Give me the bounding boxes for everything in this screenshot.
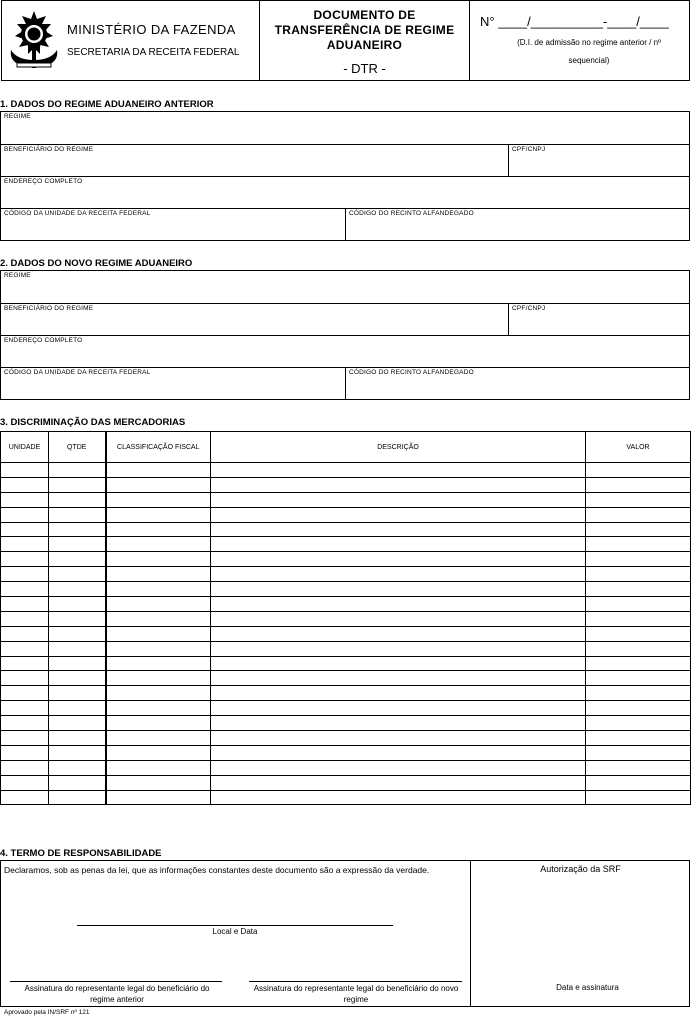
section-3-title: 3. DISCRIMINAÇÃO DAS MERCADORIAS xyxy=(0,417,186,428)
signature-previous-line[interactable] xyxy=(10,981,222,982)
cell-classificacao[interactable] xyxy=(106,463,211,478)
cell-unidade[interactable] xyxy=(1,790,49,805)
cell-classificacao[interactable] xyxy=(106,731,211,746)
col-unidade: UNIDADE xyxy=(1,432,49,463)
cell-classificacao[interactable] xyxy=(106,597,211,612)
table-row xyxy=(1,716,691,731)
cell-qtde[interactable] xyxy=(49,641,106,656)
cell-descricao[interactable] xyxy=(211,507,586,522)
cell-descricao[interactable] xyxy=(211,597,586,612)
cell-valor[interactable] xyxy=(586,641,691,656)
section-2-title: 2. DADOS DO NOVO REGIME ADUANEIRO xyxy=(0,258,193,269)
cell-unidade[interactable] xyxy=(1,611,49,626)
cell-valor[interactable] xyxy=(586,492,691,507)
goods-table-body xyxy=(1,463,691,805)
coat-of-arms-emblem xyxy=(5,10,63,70)
s1-codigo-unidade-field[interactable] xyxy=(0,208,345,241)
cell-qtde[interactable] xyxy=(49,626,106,641)
s1-cpf-field[interactable] xyxy=(508,144,690,176)
table-row xyxy=(1,701,691,716)
cell-descricao[interactable] xyxy=(211,552,586,567)
number-hint: (D.I. de admissão no regime anterior / nº sequencial) xyxy=(517,38,661,65)
header-divider-2 xyxy=(469,0,470,81)
cell-descricao[interactable] xyxy=(211,477,586,492)
table-row xyxy=(1,582,691,597)
s1-codigo-recinto-field[interactable] xyxy=(345,208,690,241)
cell-qtde[interactable] xyxy=(49,716,106,731)
s2-codigo-recinto-field[interactable] xyxy=(345,367,690,400)
s1-regime-label: REGIME xyxy=(4,113,31,120)
s1-regime-field[interactable] xyxy=(0,111,690,144)
col-qtde: QTDE xyxy=(49,432,106,463)
cell-unidade[interactable] xyxy=(1,626,49,641)
cell-classificacao[interactable] xyxy=(106,790,211,805)
cell-descricao[interactable] xyxy=(211,641,586,656)
s2-endereco-label: ENDEREÇO COMPLETO xyxy=(4,337,83,344)
cell-classificacao[interactable] xyxy=(106,641,211,656)
s2-codigo-recinto-label: CÓDIGO DO RECINTO ALFANDEGADO xyxy=(349,369,474,376)
s2-cpf-label: CPF/CNPJ xyxy=(512,305,546,312)
col-descricao: DESCRIÇÃO xyxy=(211,432,586,463)
cell-descricao[interactable] xyxy=(211,626,586,641)
cell-descricao[interactable] xyxy=(211,656,586,671)
s1-codigo-unidade-label: CÓDIGO DA UNIDADE DA RECEITA FEDERAL xyxy=(4,210,151,217)
local-data-line[interactable] xyxy=(77,925,393,926)
cell-descricao[interactable] xyxy=(211,611,586,626)
goods-table-header xyxy=(1,432,691,463)
cell-unidade[interactable] xyxy=(1,641,49,656)
s1-beneficiario-label: BENEFICIÁRIO DO REGIME xyxy=(4,146,94,153)
cell-valor[interactable] xyxy=(586,745,691,760)
cell-valor[interactable] xyxy=(586,686,691,701)
cell-descricao[interactable] xyxy=(211,492,586,507)
cell-unidade[interactable] xyxy=(1,597,49,612)
table-row xyxy=(1,463,691,478)
signature-previous-label: Assinatura do representante legal do beneficiário do regime anterior xyxy=(24,984,210,1004)
table-row xyxy=(1,552,691,567)
section-4-title: 4. TERMO DE RESPONSABILIDADE xyxy=(0,848,162,859)
cell-valor[interactable] xyxy=(586,463,691,478)
ministry-name: MINISTÉRIO DA FAZENDA xyxy=(67,22,236,37)
table-row xyxy=(1,567,691,582)
cell-classificacao[interactable] xyxy=(106,582,211,597)
cell-classificacao[interactable] xyxy=(106,522,211,537)
cell-classificacao[interactable] xyxy=(106,686,211,701)
cell-valor[interactable] xyxy=(586,775,691,790)
cell-unidade[interactable] xyxy=(1,582,49,597)
cell-classificacao[interactable] xyxy=(106,656,211,671)
s2-regime-label: REGIME xyxy=(4,272,31,279)
cell-valor[interactable] xyxy=(586,760,691,775)
s1-codigo-recinto-label: CÓDIGO DO RECINTO ALFANDEGADO xyxy=(349,210,474,217)
cell-qtde[interactable] xyxy=(49,701,106,716)
s2-codigo-unidade-field[interactable] xyxy=(0,367,345,400)
table-row xyxy=(1,745,691,760)
table-row xyxy=(1,492,691,507)
cell-qtde[interactable] xyxy=(49,745,106,760)
cell-valor[interactable] xyxy=(586,701,691,716)
cell-qtde[interactable] xyxy=(49,463,106,478)
cell-unidade[interactable] xyxy=(1,507,49,522)
table-row xyxy=(1,790,691,805)
cell-unidade[interactable] xyxy=(1,656,49,671)
cell-descricao[interactable] xyxy=(211,745,586,760)
date-signature-label: Data e assinatura xyxy=(556,983,619,992)
cell-qtde[interactable] xyxy=(49,492,106,507)
cell-qtde[interactable] xyxy=(49,552,106,567)
secretariat-name: SECRETARIA DA RECEITA FEDERAL xyxy=(67,47,240,58)
cell-descricao[interactable] xyxy=(211,731,586,746)
table-row xyxy=(1,641,691,656)
cell-classificacao[interactable] xyxy=(106,611,211,626)
cell-qtde[interactable] xyxy=(49,507,106,522)
cell-descricao[interactable] xyxy=(211,582,586,597)
cell-valor[interactable] xyxy=(586,507,691,522)
approval-note: Aprovado pela IN/SRF nº 121 xyxy=(4,1009,90,1016)
cell-valor[interactable] xyxy=(586,790,691,805)
s2-beneficiario-label: BENEFICIÁRIO DO REGIME xyxy=(4,305,94,312)
document-code: - DTR - xyxy=(343,61,386,76)
s1-beneficiario-field[interactable] xyxy=(0,144,508,176)
section-1-title: 1. DADOS DO REGIME ADUANEIRO ANTERIOR xyxy=(0,99,214,110)
cell-qtde[interactable] xyxy=(49,582,106,597)
cell-qtde[interactable] xyxy=(49,731,106,746)
cell-unidade[interactable] xyxy=(1,552,49,567)
cell-qtde[interactable] xyxy=(49,537,106,552)
cell-qtde[interactable] xyxy=(49,567,106,582)
cell-unidade[interactable] xyxy=(1,463,49,478)
col-classificacao: CLASSIFICAÇÃO FISCAL xyxy=(106,432,211,463)
cell-valor[interactable] xyxy=(586,567,691,582)
cell-classificacao[interactable] xyxy=(106,552,211,567)
s2-cpf-field[interactable] xyxy=(508,303,690,335)
s2-regime-field[interactable] xyxy=(0,270,690,303)
cell-classificacao[interactable] xyxy=(106,626,211,641)
cell-unidade[interactable] xyxy=(1,477,49,492)
cell-qtde[interactable] xyxy=(49,656,106,671)
table-row xyxy=(1,597,691,612)
cell-classificacao[interactable] xyxy=(106,701,211,716)
cell-classificacao[interactable] xyxy=(106,745,211,760)
table-row xyxy=(1,656,691,671)
cell-classificacao[interactable] xyxy=(106,716,211,731)
cell-unidade[interactable] xyxy=(1,745,49,760)
cell-classificacao[interactable] xyxy=(106,537,211,552)
cell-unidade[interactable] xyxy=(1,492,49,507)
cell-classificacao[interactable] xyxy=(106,507,211,522)
document-title: DOCUMENTO DE TRANSFERÊNCIA DE REGIME ADUANEIRO xyxy=(274,8,455,52)
table-row xyxy=(1,775,691,790)
s1-endereco-label: ENDEREÇO COMPLETO xyxy=(4,178,83,185)
cell-descricao[interactable] xyxy=(211,701,586,716)
col-valor: VALOR xyxy=(586,432,691,463)
cell-descricao[interactable] xyxy=(211,463,586,478)
cell-valor[interactable] xyxy=(586,597,691,612)
table-row xyxy=(1,731,691,746)
cell-qtde[interactable] xyxy=(49,760,106,775)
s1-cpf-label: CPF/CNPJ xyxy=(512,146,546,153)
cell-valor[interactable] xyxy=(586,656,691,671)
authorization-label: Autorização da SRF xyxy=(540,864,621,874)
cell-descricao[interactable] xyxy=(211,567,586,582)
cell-valor[interactable] xyxy=(586,671,691,686)
s2-endereco-field[interactable] xyxy=(0,335,690,367)
cell-valor[interactable] xyxy=(586,522,691,537)
cell-unidade[interactable] xyxy=(1,671,49,686)
cell-classificacao[interactable] xyxy=(106,760,211,775)
cell-unidade[interactable] xyxy=(1,716,49,731)
cell-descricao[interactable] xyxy=(211,686,586,701)
s1-endereco-field[interactable] xyxy=(0,176,690,208)
cell-valor[interactable] xyxy=(586,582,691,597)
table-row xyxy=(1,671,691,686)
cell-unidade[interactable] xyxy=(1,686,49,701)
cell-qtde[interactable] xyxy=(49,686,106,701)
cell-classificacao[interactable] xyxy=(106,492,211,507)
cell-valor[interactable] xyxy=(586,611,691,626)
cell-descricao[interactable] xyxy=(211,716,586,731)
cell-qtde[interactable] xyxy=(49,671,106,686)
table-row xyxy=(1,507,691,522)
cell-unidade[interactable] xyxy=(1,760,49,775)
declaration-text: Declaramos, sob as penas da lei, que as informações constantes deste documento são a expressão da verdade. xyxy=(4,865,430,875)
s2-beneficiario-field[interactable] xyxy=(0,303,508,335)
table-row xyxy=(1,611,691,626)
cell-valor[interactable] xyxy=(586,477,691,492)
authorization-field[interactable] xyxy=(471,880,689,980)
cell-classificacao[interactable] xyxy=(106,477,211,492)
cell-classificacao[interactable] xyxy=(106,775,211,790)
number-field[interactable]: N° ____/__________-____/____ xyxy=(480,14,669,29)
table-row xyxy=(1,686,691,701)
cell-unidade[interactable] xyxy=(1,567,49,582)
cell-classificacao[interactable] xyxy=(106,567,211,582)
cell-descricao[interactable] xyxy=(211,790,586,805)
goods-table xyxy=(0,431,691,805)
cell-unidade[interactable] xyxy=(1,522,49,537)
cell-unidade[interactable] xyxy=(1,731,49,746)
s2-codigo-unidade-label: CÓDIGO DA UNIDADE DA RECEITA FEDERAL xyxy=(4,369,151,376)
cell-qtde[interactable] xyxy=(49,522,106,537)
cell-classificacao[interactable] xyxy=(106,671,211,686)
table-row xyxy=(1,477,691,492)
cell-descricao[interactable] xyxy=(211,760,586,775)
cell-unidade[interactable] xyxy=(1,701,49,716)
table-row xyxy=(1,760,691,775)
cell-qtde[interactable] xyxy=(49,790,106,805)
header-divider-1 xyxy=(259,0,260,81)
cell-descricao[interactable] xyxy=(211,537,586,552)
cell-unidade[interactable] xyxy=(1,775,49,790)
table-row xyxy=(1,522,691,537)
cell-qtde[interactable] xyxy=(49,611,106,626)
local-data-label: Local e Data xyxy=(212,927,258,936)
cell-valor[interactable] xyxy=(586,731,691,746)
cell-valor[interactable] xyxy=(586,716,691,731)
cell-unidade[interactable] xyxy=(1,537,49,552)
cell-qtde[interactable] xyxy=(49,597,106,612)
signature-new-label: Assinatura do representante legal do beneficiário do novo regime xyxy=(253,984,459,1004)
table-row xyxy=(1,626,691,641)
cell-descricao[interactable] xyxy=(211,671,586,686)
cell-valor[interactable] xyxy=(586,552,691,567)
cell-qtde[interactable] xyxy=(49,477,106,492)
cell-valor[interactable] xyxy=(586,626,691,641)
signature-new-line[interactable] xyxy=(249,981,462,982)
table-row xyxy=(1,537,691,552)
cell-valor[interactable] xyxy=(586,537,691,552)
cell-descricao[interactable] xyxy=(211,775,586,790)
cell-qtde[interactable] xyxy=(49,775,106,790)
cell-descricao[interactable] xyxy=(211,522,586,537)
